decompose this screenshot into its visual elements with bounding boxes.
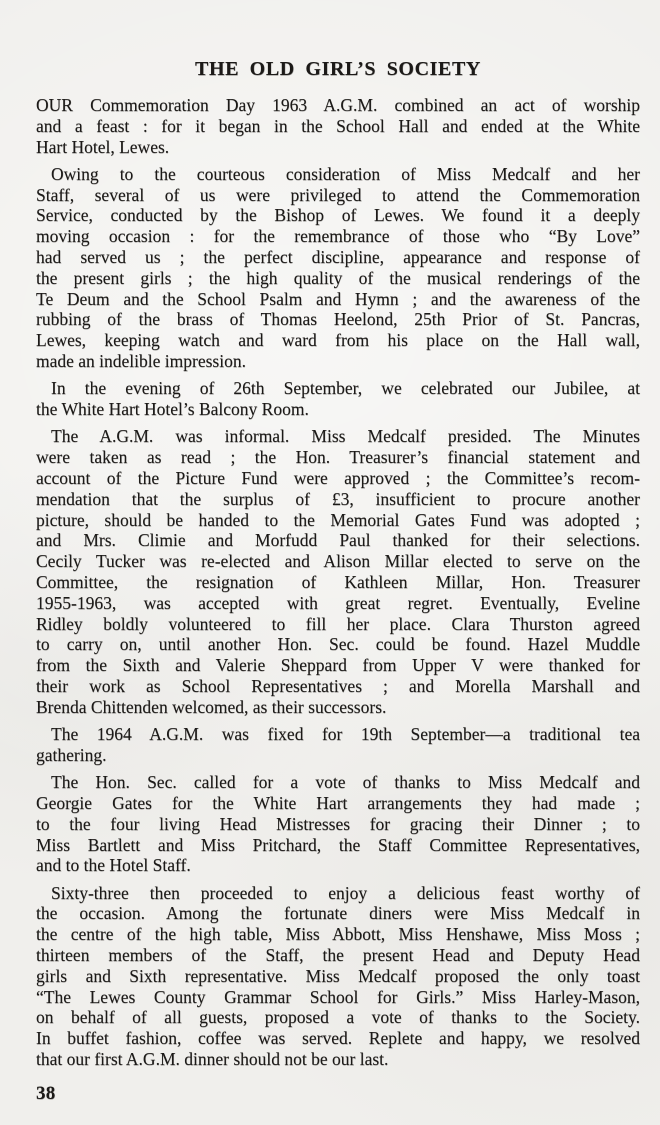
text-line: from the Sixth and Valerie Sheppard from Upper V were thanked for <box>36 655 640 676</box>
text-line: picture, should be handed to the Memorial Gates Fund was adopted ; <box>36 509 640 530</box>
text-line: In the evening of 26th September, we celebrated our Jubilee, at <box>51 378 640 399</box>
text-line: Brenda Chittenden welcomed, as their successors. <box>36 696 387 717</box>
text-line: to carry on, until another Hon. Sec. could be found. Hazel Muddle <box>36 634 640 655</box>
text-line: and to the Hotel Staff. <box>36 855 191 876</box>
text-line: were taken as read ; the Hon. Treasurer’s financial statement and <box>36 447 640 468</box>
text-line: Te Deum and the School Psalm and Hymn ; and the awareness of the <box>36 288 640 309</box>
text-line: mendation that the surplus of £3, insufficient to procure another <box>36 488 640 509</box>
paragraph <box>36 378 640 420</box>
text-line: “The Lewes County Grammar School for Girls.” Miss Harley-Mason, <box>36 986 640 1007</box>
text-line: Ridley boldly volunteered to fill her place. Clara Thurston agreed <box>36 613 640 634</box>
text-line: Owing to the courteous consideration of Miss Medcalf and her <box>51 163 640 184</box>
text-line: the present girls ; the high quality of the musical renderings of the <box>36 267 640 288</box>
text-line: their work as School Representatives ; and Morella Marshall and <box>36 676 640 697</box>
text-line: Staff, several of us were privileged to attend the Commemoration <box>36 184 640 205</box>
text-line: thirteen members of the Staff, the present Head and Deputy Head <box>36 945 640 966</box>
text-line: Sixty-three then proceeded to enjoy a delicious feast worthy of <box>51 882 640 903</box>
text-line: the centre of the high table, Miss Abbott, Miss Henshawe, Miss Moss ; <box>36 924 640 945</box>
paragraph <box>36 426 640 717</box>
text-line: rubbing of the brass of Thomas Heelond, 25th Prior of St. Pancras, <box>36 309 640 330</box>
text-line: account of the Picture Fund were approved ; the Committee’s recom- <box>36 468 640 489</box>
paragraph <box>36 724 640 766</box>
page-body <box>36 95 640 1070</box>
page-title: THE OLD GIRL’S SOCIETY <box>195 58 481 80</box>
text-line: the White Hart Hotel’s Balcony Room. <box>36 399 309 420</box>
text-line: 1955-1963, was accepted with great regret. Eventually, Eveline <box>36 592 640 613</box>
text-line: Miss Bartlett and Miss Pritchard, the Staff Committee Representatives, <box>36 834 640 855</box>
text-line: and Mrs. Climie and Morfudd Paul thanked for their selections. <box>36 530 640 551</box>
text-line: the occasion. Among the fortunate diners were Miss Medcalf in <box>36 903 640 924</box>
text-line: Cecily Tucker was re-elected and Alison Millar elected to serve on the <box>36 551 640 572</box>
text-line: moving occasion : for the remembrance of those who “By Love” <box>36 226 640 247</box>
paragraph <box>36 883 640 1070</box>
paragraph <box>36 772 640 876</box>
text-line: The A.G.M. was informal. Miss Medcalf presided. The Minutes <box>51 426 640 447</box>
paragraph <box>36 95 640 157</box>
text-line: Lewes, keeping watch and ward from his place on the Hall wall, <box>36 330 640 351</box>
text-line: and a feast : for it began in the School Hall and ended at the White <box>36 115 640 136</box>
text-line: on behalf of all guests, proposed a vote of thanks to the Society. <box>36 1007 640 1028</box>
text-line: In buffet fashion, coffee was served. Replete and happy, we resolved <box>36 1028 640 1049</box>
text-line: OUR Commemoration Day 1963 A.G.M. combined an act of worship <box>36 95 640 115</box>
text-line: that our first A.G.M. dinner should not be our last. <box>36 1049 389 1070</box>
text-line: The Hon. Sec. called for a vote of thanks to Miss Medcalf and <box>51 772 640 793</box>
text-line: girls and Sixth representative. Miss Medcalf proposed the only toast <box>36 965 640 986</box>
text-line: gathering. <box>36 744 107 765</box>
text-line: to the four living Head Mistresses for gracing their Dinner ; to <box>36 813 640 834</box>
page-number: 38 <box>36 1082 56 1104</box>
text-line: Committee, the resignation of Kathleen Millar, Hon. Treasurer <box>36 572 640 593</box>
text-line: had served us ; the perfect discipline, appearance and response of <box>36 247 640 268</box>
text-line: made an indelible impression. <box>36 351 246 372</box>
text-line: Service, conducted by the Bishop of Lewes. We found it a deeply <box>36 205 640 226</box>
text-line: Hart Hotel, Lewes. <box>36 136 170 157</box>
text-line: The 1964 A.G.M. was fixed for 19th September—a traditional tea <box>51 724 640 745</box>
text-line: Georgie Gates for the White Hart arrangements they had made ; <box>36 793 640 813</box>
paragraph <box>36 164 640 372</box>
